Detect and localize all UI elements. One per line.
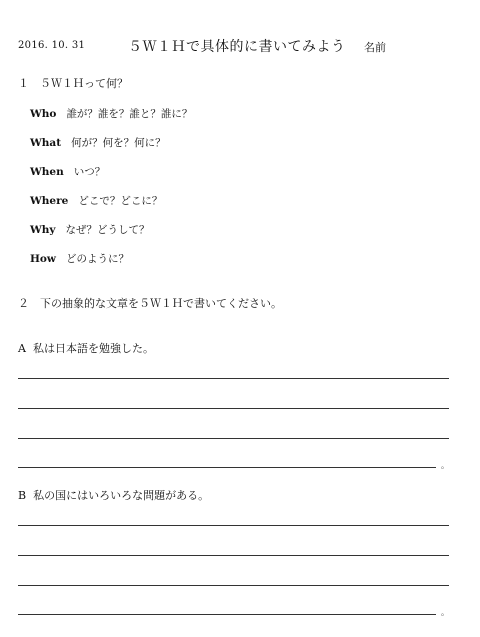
answer-line[interactable] — [18, 525, 449, 526]
question-label: B — [18, 489, 27, 502]
answer-line[interactable] — [18, 378, 449, 379]
worksheet-title: ５Ｗ１Ｈで具体的に書いてみよう — [128, 39, 346, 55]
answer-line[interactable] — [18, 467, 436, 468]
keyword: Who — [30, 108, 57, 120]
list-item-when — [30, 164, 105, 179]
keyword: When — [30, 166, 64, 178]
answer-line[interactable] — [18, 438, 449, 439]
keyword: Why — [30, 224, 56, 236]
item-text: なぜ？どうして？ — [65, 224, 150, 236]
item-text: 誰が？誰を？誰と？誰に？ — [66, 108, 193, 120]
name-label: 名前 — [364, 41, 386, 54]
item-text: どのように？ — [65, 253, 129, 265]
list-item-where — [30, 193, 162, 208]
list-item-what — [30, 135, 166, 150]
keyword: Where — [30, 195, 69, 207]
list-item-how — [30, 251, 129, 266]
item-text: いつ？ — [73, 166, 106, 178]
list-item-who — [30, 106, 192, 121]
answer-line[interactable] — [18, 408, 449, 409]
section2-heading: ２ 下の抽象的な文章を５Ｗ１Ｈで書いてください。 — [18, 297, 282, 310]
end-mark: 。 — [441, 608, 449, 617]
item-text: 何が？何を？何に？ — [71, 137, 166, 149]
question-label: A — [18, 342, 26, 355]
answer-line[interactable] — [18, 585, 449, 586]
question-b — [18, 487, 209, 503]
question-text: 私は日本語を勉強した。 — [32, 342, 154, 355]
question-text: 私の国にはいろいろな問題がある。 — [33, 489, 210, 502]
list-item-why — [30, 222, 150, 237]
answer-line[interactable] — [18, 555, 449, 556]
end-mark: 。 — [441, 461, 449, 470]
item-text: どこで？どこに？ — [78, 195, 163, 207]
answer-line[interactable] — [18, 614, 436, 615]
section1-heading: １ ５Ｗ１Ｈって何？ — [18, 77, 128, 90]
date: 2016. 10. 31 — [18, 40, 86, 51]
keyword: What — [30, 137, 62, 149]
question-a — [18, 340, 154, 356]
keyword: How — [30, 253, 56, 265]
